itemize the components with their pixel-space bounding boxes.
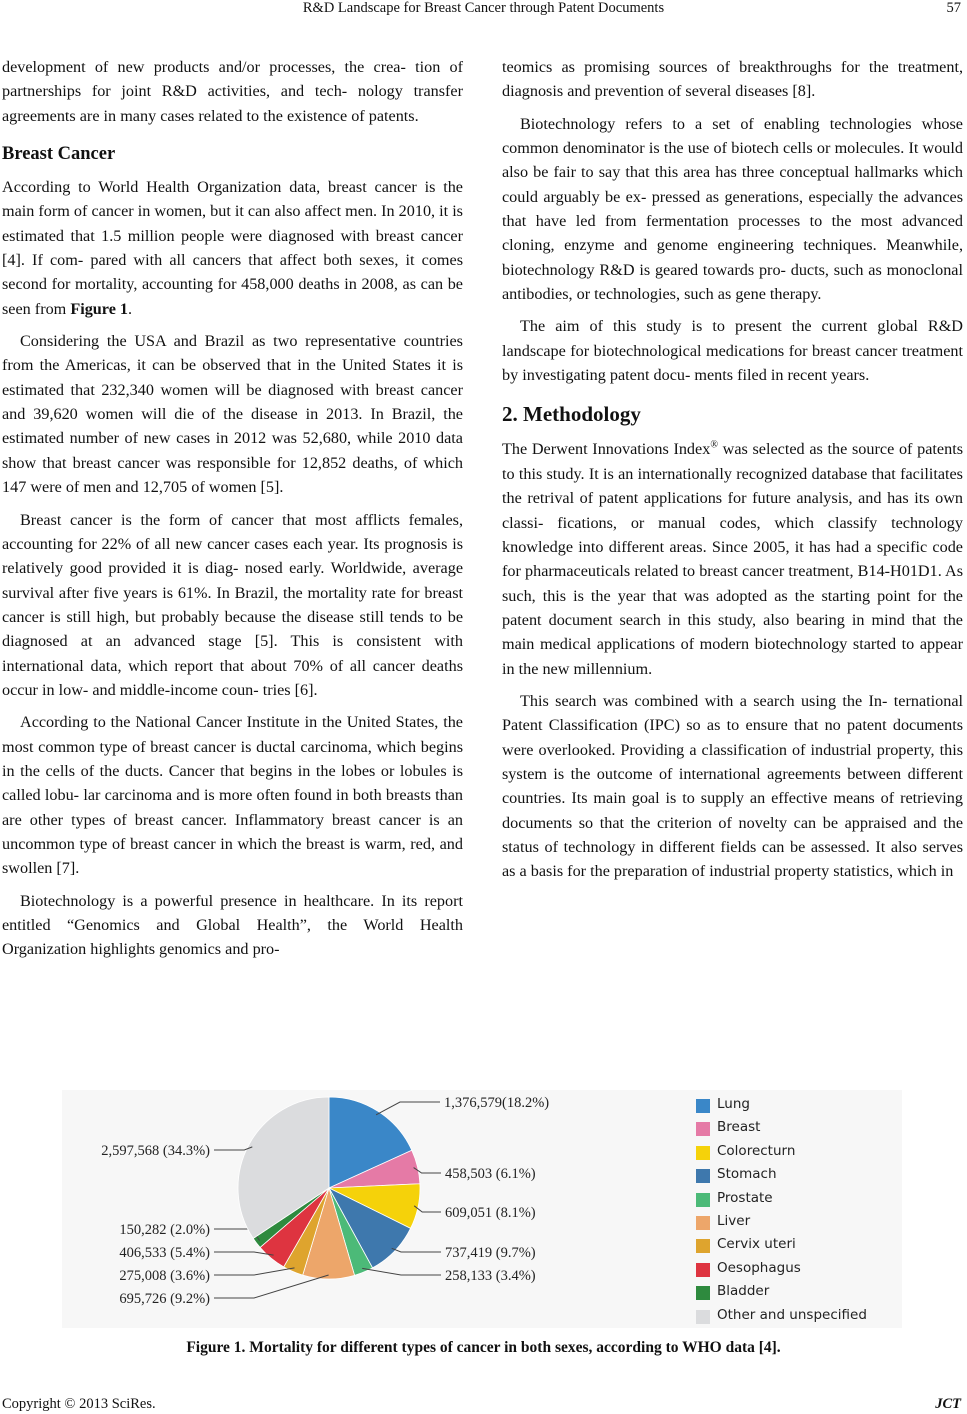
legend-label: Oesophagus — [717, 1259, 801, 1276]
data-label: 1,376,579(18.2%) — [444, 1095, 550, 1111]
legend-label: Prostate — [717, 1189, 773, 1206]
paragraph: According to the National Cancer Institute in the United States, the most common type of breast cancer is ductal carcinoma, which begins in the cells of the ducts. Cancer that begins in the lobes or lobules is called lobu- lar carcinoma and is more often found in both breasts than are other types of breast cancer. Inflammatory breast cancer is an uncommon type of breast cancer in which the breast is warm, red, and swollen [7]. — [2, 713, 463, 878]
registered-mark: ® — [710, 440, 718, 452]
legend-swatch — [696, 1193, 710, 1207]
paragraph: Biotechnology refers to a set of enabling technologies whose common denominator is the use of biotech cells or molecules. It would also be fair to say that this area has three conceptual hallmarks which could arguably be ex- pressed as generations, especially the advances that have led from fermentation processes to the most advanced cloning, enzyme and genome engineering techniques. Meanwhile, biotechnology R&D is geared towards pro- ducts, such as monoclonal antibodies, or technologies, such as gene therapy. — [502, 114, 963, 304]
legend-label: Breast — [717, 1119, 761, 1136]
legend-swatch — [696, 1239, 710, 1253]
legend-label: Colorecturn — [717, 1142, 796, 1159]
legend-swatch — [696, 1099, 710, 1113]
data-label: 275,008 (3.6%) — [119, 1268, 210, 1284]
running-header — [0, 0, 967, 22]
legend-swatch — [696, 1263, 710, 1277]
legend-label: Stomach — [717, 1166, 777, 1183]
paragraph-text: The Derwent Innovations Index — [502, 440, 711, 459]
section-heading-breast-cancer: Breast Cancer — [2, 144, 116, 165]
copyright-notice: Copyright © 2013 SciRes. — [2, 1396, 156, 1412]
right-column — [502, 55, 963, 884]
left-column — [2, 55, 463, 962]
data-label: 609,051 (8.1%) — [445, 1205, 536, 1221]
legend-label: Lung — [717, 1096, 750, 1112]
pie-chart — [62, 1090, 692, 1328]
data-label: 150,282 (2.0%) — [119, 1222, 210, 1238]
page-number: 57 — [946, 0, 961, 16]
legend-label: Other and unspecified — [717, 1306, 867, 1323]
legend-swatch — [696, 1216, 710, 1230]
paragraph: The aim of this study is to present the current global R&D landscape for biotechnological medications for breast cancer treatment by investigating patent docu- ments filed in recent years. — [502, 317, 963, 385]
figure-1 — [62, 1090, 902, 1328]
legend-label: Bladder — [717, 1283, 770, 1300]
paragraph: Biotechnology is a powerful presence in healthcare. In its report entitled “Genomics and Global Health”, the World Health Organization highlights genomics and pro- — [2, 891, 463, 959]
data-label: 406,533 (5.4%) — [119, 1245, 210, 1261]
section-heading-methodology: 2. Methodology — [502, 402, 641, 427]
paragraph — [2, 175, 463, 321]
leader-line — [214, 1147, 252, 1150]
journal-abbrev: JCT — [935, 1396, 961, 1412]
paragraph: teomics as promising sources of breakthroughs for the treatment, diagnosis and prevention of several diseases [8]. — [502, 58, 963, 101]
paragraph: Breast cancer is the form of cancer that most afflicts females, accounting for 22% of all new cancer cases each year. Its prognosis is relatively good provided it is diag- nosed early. Worldwide, average survival after five years is 61%. In Brazil, the mortality rate for breast cancer is still high, but probably because the disease still tends to be diagnosed at an advanced stage [5]. This is consistent with international data, which report that about 70% of all cancer deaths occur in low- and middle-income coun- tries [6]. — [2, 510, 463, 699]
data-label: 2,597,568 (34.3%) — [101, 1143, 210, 1159]
leader-line — [362, 1268, 441, 1275]
data-label: 458,503 (6.1%) — [445, 1166, 536, 1182]
leader-line — [214, 1275, 329, 1298]
legend-swatch — [696, 1310, 710, 1324]
paragraph: Considering the USA and Brazil as two representative countries from the Americas, it can be observed that in the United States it is estimated that 232,340 women will be diagnosed with breast cancer and 39,620 women will die of the disease in 2013. In Brazil, the estimated number of new cases in 2012 was 52,680, while 2010 data show that breast cancer was responsible for 12,852 deaths, of which 147 were of men and 12,705 of women [5]. — [2, 332, 463, 497]
paragraph-text: . — [128, 299, 133, 318]
figure-reference: Figure 1 — [70, 299, 129, 318]
paragraph: This search was combined with a search using the In- ternational Patent Classification (IPC) so as to ensure that no patent documents were overlooked. Providing a classification of industrial property, this system is the outcome of international agreements between different countries. Its main goal is to supply an effective means of retrieving documents so that the criterion of novelty can be appraised and the status of technology in different fields can be assessed. It also serves as a basis for the preparation of industrial property statistics, which in — [502, 691, 963, 881]
legend-label: Liver — [717, 1213, 751, 1229]
figure-caption: Figure 1. Mortality for different types of cancer in both sexes, according to WHO data [4]. — [186, 1339, 781, 1356]
leader-line — [392, 1248, 441, 1252]
leader-line — [376, 1102, 440, 1115]
running-title: R&D Landscape for Breast Cancer through Patent Documents — [302, 0, 665, 16]
paragraph-text: was selected as the source of patents to this study. It is an internationally recognized database that facilitates the retrival of patent applications for future analysis, and has its own classi- fications, or manual codes, which classify technology knowledge into different areas. Since 2005, it has had a specific code for pharmaceuticals related to breast cancer treatment, B14-H01D1. As such, this is the year that was adopted as the starting point for the patent document search in this study, also bearing in mind that the main medical applications of modern biotechnology started to appear in the new millennium. — [502, 440, 963, 678]
paragraph-text: According to World Health Organization data, breast cancer is the main form of cancer in women, but it can also affect men. In 2010, it is estimated that 1.5 million people were diagnosed with breast cancer [4]. If com- pared with all cancers that affect both sexes, it comes second for mortality, accounting for 458,000 deaths in 2008, as can be seen from — [2, 178, 463, 318]
legend-swatch — [696, 1146, 710, 1160]
data-label: 695,726 (9.2%) — [119, 1291, 210, 1307]
leader-line — [214, 1268, 295, 1275]
paragraph: development of new products and/or processes, the crea- tion of partnerships for joint R&D activities, and tech- nology transfer agreements are in many cases related to the existence of patents. — [2, 58, 463, 125]
legend-swatch — [696, 1169, 710, 1183]
paragraph — [502, 437, 963, 680]
legend-swatch — [696, 1122, 710, 1136]
legend-swatch — [696, 1286, 710, 1300]
data-label: 737,419 (9.7%) — [445, 1245, 536, 1261]
data-label: 258,133 (3.4%) — [445, 1268, 536, 1284]
legend-label: Cervix uteri — [717, 1236, 796, 1253]
